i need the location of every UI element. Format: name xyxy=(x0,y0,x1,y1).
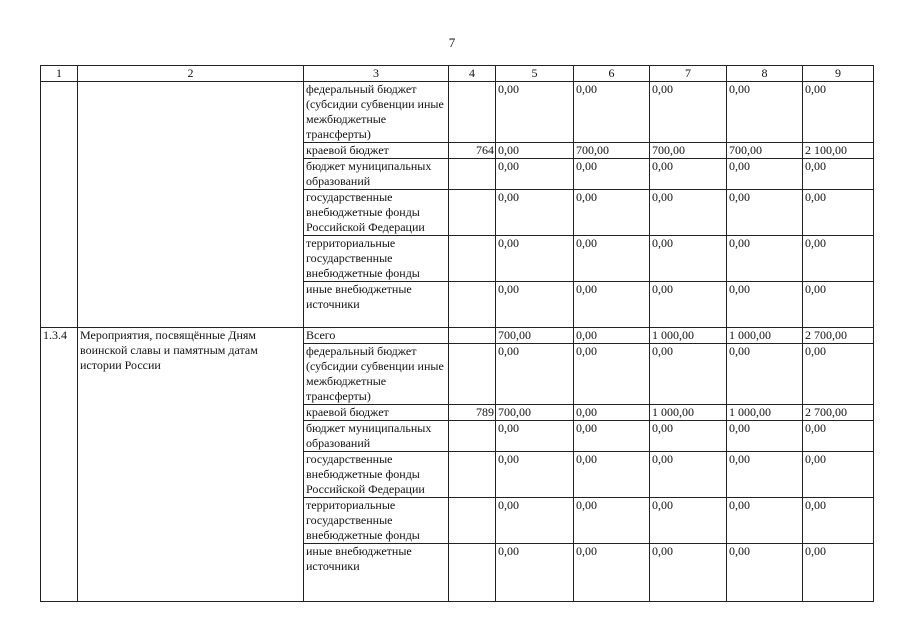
value-cell: 0,00 xyxy=(650,236,727,282)
column-header: 6 xyxy=(574,66,650,82)
column-header: 7 xyxy=(650,66,727,82)
value-cell: 1 000,00 xyxy=(650,328,727,344)
budget-code-cell xyxy=(449,282,496,328)
value-cell: 0,00 xyxy=(496,498,574,544)
value-cell: 0,00 xyxy=(496,190,574,236)
value-cell: 0,00 xyxy=(803,344,874,405)
value-cell: 0,00 xyxy=(650,82,727,143)
funding-source-cell: федеральный бюджет (субсидии субвенции иные межбюджетные трансферты) xyxy=(304,82,449,143)
value-cell: 0,00 xyxy=(650,498,727,544)
budget-code-cell: 789 xyxy=(449,405,496,421)
budget-code-cell xyxy=(449,421,496,452)
value-cell: 0,00 xyxy=(650,190,727,236)
value-cell: 0,00 xyxy=(727,544,803,602)
value-cell: 0,00 xyxy=(574,190,650,236)
value-cell: 0,00 xyxy=(803,544,874,602)
column-header: 3 xyxy=(304,66,449,82)
value-cell: 0,00 xyxy=(574,344,650,405)
value-cell: 0,00 xyxy=(650,452,727,498)
value-cell: 0,00 xyxy=(803,190,874,236)
value-cell: 0,00 xyxy=(496,82,574,143)
budget-code-cell xyxy=(449,452,496,498)
value-cell: 0,00 xyxy=(574,282,650,328)
table-row xyxy=(41,328,874,344)
budget-code-cell xyxy=(449,544,496,602)
funding-source-cell: краевой бюджет xyxy=(304,405,449,421)
budget-table xyxy=(40,65,874,602)
value-cell: 1 000,00 xyxy=(650,405,727,421)
value-cell: 0,00 xyxy=(574,82,650,143)
column-header: 8 xyxy=(727,66,803,82)
activity-name-cell xyxy=(78,82,304,328)
value-cell: 0,00 xyxy=(496,282,574,328)
funding-source-cell: краевой бюджет xyxy=(304,143,449,159)
value-cell: 2 700,00 xyxy=(803,328,874,344)
column-header: 4 xyxy=(449,66,496,82)
funding-source-cell: государственные внебюджетные фонды Российской Федерации xyxy=(304,190,449,236)
funding-source-cell: иные внебюджетные источники xyxy=(304,282,449,328)
value-cell: 0,00 xyxy=(574,452,650,498)
column-header: 9 xyxy=(803,66,874,82)
funding-source-cell: федеральный бюджет (субсидии субвенции иные межбюджетные трансферты) xyxy=(304,344,449,405)
value-cell: 0,00 xyxy=(803,159,874,190)
budget-code-cell xyxy=(449,344,496,405)
value-cell: 1 000,00 xyxy=(727,328,803,344)
page-number: 7 xyxy=(448,35,456,50)
value-cell: 2 700,00 xyxy=(803,405,874,421)
value-cell: 0,00 xyxy=(496,421,574,452)
funding-source-cell: бюджет муниципальных образований xyxy=(304,421,449,452)
value-cell: 0,00 xyxy=(803,282,874,328)
funding-source-cell: государственные внебюджетные фонды Российской Федерации xyxy=(304,452,449,498)
value-cell: 0,00 xyxy=(727,452,803,498)
budget-code-cell xyxy=(449,328,496,344)
value-cell: 700,00 xyxy=(650,143,727,159)
value-cell: 0,00 xyxy=(727,421,803,452)
value-cell: 0,00 xyxy=(496,159,574,190)
value-cell: 0,00 xyxy=(650,159,727,190)
value-cell: 0,00 xyxy=(803,82,874,143)
budget-code-cell xyxy=(449,236,496,282)
value-cell: 0,00 xyxy=(803,236,874,282)
funding-source-cell: бюджет муниципальных образований xyxy=(304,159,449,190)
value-cell: 0,00 xyxy=(650,544,727,602)
value-cell: 0,00 xyxy=(803,498,874,544)
value-cell: 0,00 xyxy=(650,344,727,405)
row-id-cell xyxy=(41,82,78,328)
value-cell: 0,00 xyxy=(574,328,650,344)
value-cell: 0,00 xyxy=(574,405,650,421)
table-row xyxy=(41,82,874,143)
value-cell: 0,00 xyxy=(727,236,803,282)
row-id-cell: 1.3.4 xyxy=(41,328,78,602)
value-cell: 0,00 xyxy=(496,452,574,498)
value-cell: 0,00 xyxy=(650,282,727,328)
value-cell: 0,00 xyxy=(727,159,803,190)
value-cell: 700,00 xyxy=(574,143,650,159)
budget-code-cell xyxy=(449,159,496,190)
value-cell: 0,00 xyxy=(727,282,803,328)
column-header: 1 xyxy=(41,66,78,82)
budget-code-cell xyxy=(449,498,496,544)
value-cell: 700,00 xyxy=(496,328,574,344)
value-cell: 0,00 xyxy=(727,344,803,405)
activity-name-cell: Мероприятия, посвящённые Дням воинской славы и памятным датам истории России xyxy=(78,328,304,602)
funding-source-cell: территориальные государственные внебюджетные фонды xyxy=(304,236,449,282)
value-cell: 2 100,00 xyxy=(803,143,874,159)
value-cell: 0,00 xyxy=(727,190,803,236)
value-cell: 0,00 xyxy=(496,143,574,159)
funding-source-cell: территориальные государственные внебюджетные фонды xyxy=(304,498,449,544)
value-cell: 0,00 xyxy=(650,421,727,452)
value-cell: 0,00 xyxy=(727,498,803,544)
value-cell: 700,00 xyxy=(496,405,574,421)
budget-code-cell: 764 xyxy=(449,143,496,159)
column-header: 5 xyxy=(496,66,574,82)
value-cell: 1 000,00 xyxy=(727,405,803,421)
funding-source-cell: иные внебюджетные источники xyxy=(304,544,449,602)
budget-code-cell xyxy=(449,82,496,143)
value-cell: 0,00 xyxy=(574,421,650,452)
value-cell: 0,00 xyxy=(496,544,574,602)
budget-code-cell xyxy=(449,190,496,236)
value-cell: 0,00 xyxy=(574,544,650,602)
value-cell: 0,00 xyxy=(727,82,803,143)
value-cell: 0,00 xyxy=(574,159,650,190)
value-cell: 0,00 xyxy=(803,452,874,498)
value-cell: 0,00 xyxy=(574,498,650,544)
value-cell: 0,00 xyxy=(496,236,574,282)
value-cell: 700,00 xyxy=(727,143,803,159)
value-cell: 0,00 xyxy=(574,236,650,282)
column-number-row xyxy=(41,66,874,82)
funding-source-cell: Всего xyxy=(304,328,449,344)
value-cell: 0,00 xyxy=(496,344,574,405)
column-header: 2 xyxy=(78,66,304,82)
value-cell: 0,00 xyxy=(803,421,874,452)
